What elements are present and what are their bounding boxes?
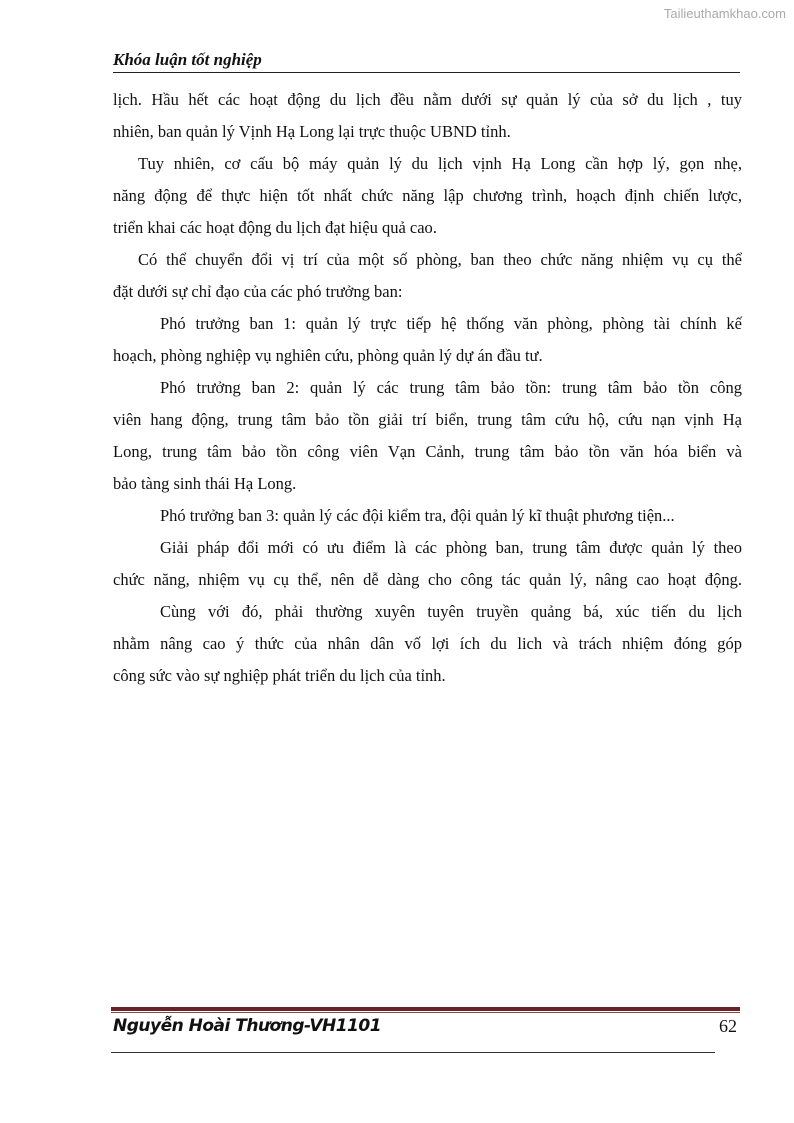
text-line: bảo tàng sinh thái Hạ Long. <box>113 474 297 493</box>
text-line: triển khai các hoạt động du lịch đạt hiệu quả cao. <box>113 218 437 237</box>
footer-bottom-rule <box>111 1052 715 1053</box>
footer-rule <box>111 1007 740 1011</box>
text-line: Có thể chuyển đổi vị trí của một số phòng, ban theo chức năng nhiệm vụ cụ thể <box>138 250 742 269</box>
text-line: Phó trưởng ban 3: quản lý các đội kiểm tra, đội quản lý kĩ thuật phương tiện... <box>160 506 675 525</box>
text-line: Phó trưởng ban 1: quản lý trực tiếp hệ thống văn phòng, phòng tài chính kế <box>160 314 742 333</box>
text-line: nhiên, ban quản lý Vịnh Hạ Long lại trực thuộc UBND tỉnh. <box>113 122 511 141</box>
text-line: Long, trung tâm bảo tồn công viên Vạn Cảnh, trung tâm bảo tồn văn hóa biển và <box>113 442 742 461</box>
text-line: đặt dưới sự chỉ đạo của các phó trưởng ban: <box>113 282 403 301</box>
body-text <box>113 86 742 694</box>
footer-author: Nguyễn Hoài Thương-VH1101 <box>113 1016 382 1036</box>
text-line: Phó trưởng ban 2: quản lý các trung tâm bảo tồn: trung tâm bảo tồn công <box>160 378 742 397</box>
header-title: Khóa luận tốt nghiệp <box>113 50 262 69</box>
text-line: công sức vào sự nghiệp phát triển du lịch của tỉnh. <box>113 666 446 685</box>
text-line: viên hang động, trung tâm bảo tồn giải trí biển, trung tâm cứu hộ, cứu nạn vịnh Hạ <box>113 410 742 429</box>
text-line: nhằm nâng cao ý thức của nhân dân vố lợi ích du lich và trách nhiệm đóng góp <box>113 634 742 653</box>
page-number: 62 <box>719 1016 737 1036</box>
text-line: Giải pháp đổi mới có ưu điểm là các phòng ban, trung tâm được quản lý theo <box>160 538 742 557</box>
page-header <box>113 50 740 73</box>
text-line: năng động để thực hiện tốt nhất chức năng lập chương trình, hoạch định chiến lược, <box>113 186 742 205</box>
text-line: Cùng với đó, phải thường xuyên tuyên truyền quảng bá, xúc tiến du lịch <box>160 602 742 621</box>
watermark: Tailieuthamkhao.com <box>663 6 786 21</box>
footer-rule-thin <box>111 1012 740 1013</box>
text-line: lịch. Hầu hết các hoạt động du lịch đều nằm dưới sự quản lý của sở du lịch , tuy <box>113 90 742 109</box>
text-line: chức năng, nhiệm vụ cụ thể, nên dễ dàng cho công tác quản lý, nâng cao hoạt động. <box>113 570 742 589</box>
text-line: Tuy nhiên, cơ cấu bộ máy quản lý du lịch vịnh Hạ Long cần hợp lý, gọn nhẹ, <box>138 154 742 173</box>
text-line: hoạch, phòng nghiệp vụ nghiên cứu, phòng quản lý dự án đầu tư. <box>113 346 543 365</box>
